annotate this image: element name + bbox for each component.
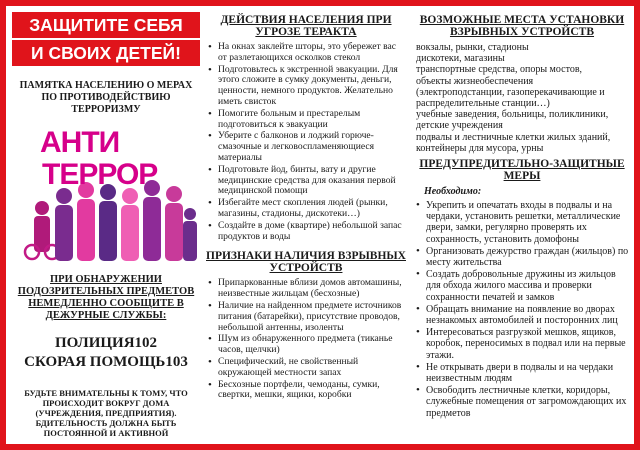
- police-number: ПОЛИЦИЯ102: [54, 335, 158, 351]
- list-item: • Уберите с балконов и лоджий горюче-смазочные и легковоспламеняющиеся материалы: [206, 131, 406, 163]
- middle-column: [206, 12, 406, 438]
- list-item: • Избегайте мест скопления людей (рынки, магазины, стадионы, дискотеки…): [206, 198, 406, 220]
- list-item: • Наличие на найденном предмете источников питания (батарейки), присутствие проводов, небольшой антенны, изоленты: [206, 301, 406, 333]
- vigilance-note: БУДЬТЕ ВНИМАТЕЛЬНЫ К ТОМУ, ЧТО ПРОИСХОДИТ ВОКРУГ ДОМА (УЧРЕЖДЕНИЯ, ПРЕДПРИЯТИЯ). БДИТЕЛЬНОСТЬ ДОЛЖНА БЫТЬ ПОСТОЯННОЙ И АКТИВНОЙ: [24, 388, 188, 438]
- memo-heading: ПАМЯТКА НАСЕЛЕНИЮ О МЕРАХ ПО ПРОТИВОДЕЙСТВИЮ ТЕРРОРИЗМУ: [19, 80, 193, 115]
- ambulance-number: СКОРАЯ ПОМОЩЬ103: [24, 354, 188, 370]
- list-item: • Специфический, не свойственный окружающей местности запах: [206, 357, 406, 379]
- title-line-2: И СВОИХ ДЕТЕЙ!: [12, 40, 200, 66]
- list-item: • Не открывать двери в подвалы и на чердаки неизвестным людям: [414, 362, 630, 384]
- list-item: • Освободить лестничные клетки, коридоры, служебные помещения от загромождающих их предметов: [414, 385, 630, 419]
- list-item: • Подготовьтесь к экстренной эвакуации. Для этого сложите в сумку документы, деньги, ценности, немного продуктов. Желательно иметь свисток: [206, 65, 406, 108]
- list-item: • На окнах заклейте шторы, это убережет вас от разлетающихся осколков стекол: [206, 42, 406, 64]
- list-item: • Укрепить и опечатать входы в подвалы и на чердаки, установить решетки, металлические двери, замки, регулярно проверять их сохранность, установить домофоны: [414, 200, 630, 245]
- right-column: [414, 12, 630, 438]
- place-line: объекты жизнеобеспечения: [416, 75, 534, 87]
- list-item: • Шум из обнаруженного предмета (тиканье часов, щелчки): [206, 334, 406, 356]
- logo-text-terror: ТЕРРОР: [42, 158, 158, 191]
- actions-heading: ДЕЙСТВИЯ НАСЕЛЕНИЯ ПРИ УГРОЗЕ ТЕРАКТА: [220, 14, 392, 38]
- place-line: подвалы и лестничные клетки жилых зданий, контейнеры для мусора, урны: [416, 131, 611, 154]
- left-column: [12, 12, 200, 438]
- list-item: • Помогите больным и престарелым подготовиться к эвакуации: [206, 109, 406, 131]
- list-item: • Подготовьте йод, бинты, вату и другие медицинские средства для оказания первой медицинской помощи: [206, 165, 406, 197]
- places-list: [414, 42, 630, 154]
- place-line: (электроподстанции, газоперекачивающие и распределительные станции…): [416, 86, 605, 110]
- title-line-1: ЗАЩИТИТЕ СЕБЯ: [12, 12, 200, 38]
- list-item: • Обращать внимание на появление во дворах незнакомых автомобилей и посторонних лиц: [414, 304, 630, 326]
- prevent-heading: ПРЕДУПРЕДИТЕЛЬНО-ЗАЩИТНЫЕ МЕРЫ: [419, 158, 625, 183]
- actions-list: [206, 42, 406, 242]
- places-heading: ВОЗМОЖНЫЕ МЕСТА УСТАНОВКИ ВЗРЫВНЫХ УСТРОЙСТВ: [419, 14, 625, 38]
- place-line: учебные заведения, больницы, поликлиники, детские учреждения: [416, 109, 609, 132]
- logo-text-anti: АНТИ: [40, 126, 120, 159]
- signs-list: [206, 278, 406, 401]
- list-item: • Бесхозные портфели, чемоданы, сумки, свертки, мешки, ящики, коробки: [206, 380, 406, 402]
- place-line: дискотеки, магазины: [416, 53, 505, 65]
- signs-heading: ПРИЗНАКИ НАЛИЧИЯ ВЗРЫВНЫХ УСТРОЙСТВ: [206, 250, 406, 275]
- need-label: Необходимо:: [424, 186, 482, 198]
- place-line: транспортные средства, опоры мостов,: [416, 64, 583, 76]
- list-item: • Создать добровольные дружины из жильцов для обхода жилого массива и проверки сохранности печатей и замков: [414, 269, 630, 303]
- list-item: • Припаркованные вблизи домов автомашины, неизвестные жильцам (бесхозные): [206, 278, 406, 300]
- report-instruction: ПРИ ОБНАРУЖЕНИИ ПОДОЗРИТЕЛЬНЫХ ПРЕДМЕТОВ НЕМЕДЛЕННО СООБЩИТЕ В ДЕЖУРНЫЕ СЛУЖБЫ:: [17, 274, 195, 321]
- list-item: • Интересоваться разгрузкой мешков, ящиков, коробок, переносимых в подвал или на первые этажи.: [414, 327, 630, 361]
- measures-list: [414, 200, 630, 419]
- place-line: вокзалы, рынки, стадионы: [416, 42, 529, 53]
- anti-terror-illustration: [12, 122, 200, 266]
- list-item: • Организовать дежурство граждан (жильцов) по месту жительства: [414, 246, 630, 268]
- list-item: • Создайте в доме (квартире) небольшой запас продуктов и воды: [206, 221, 406, 243]
